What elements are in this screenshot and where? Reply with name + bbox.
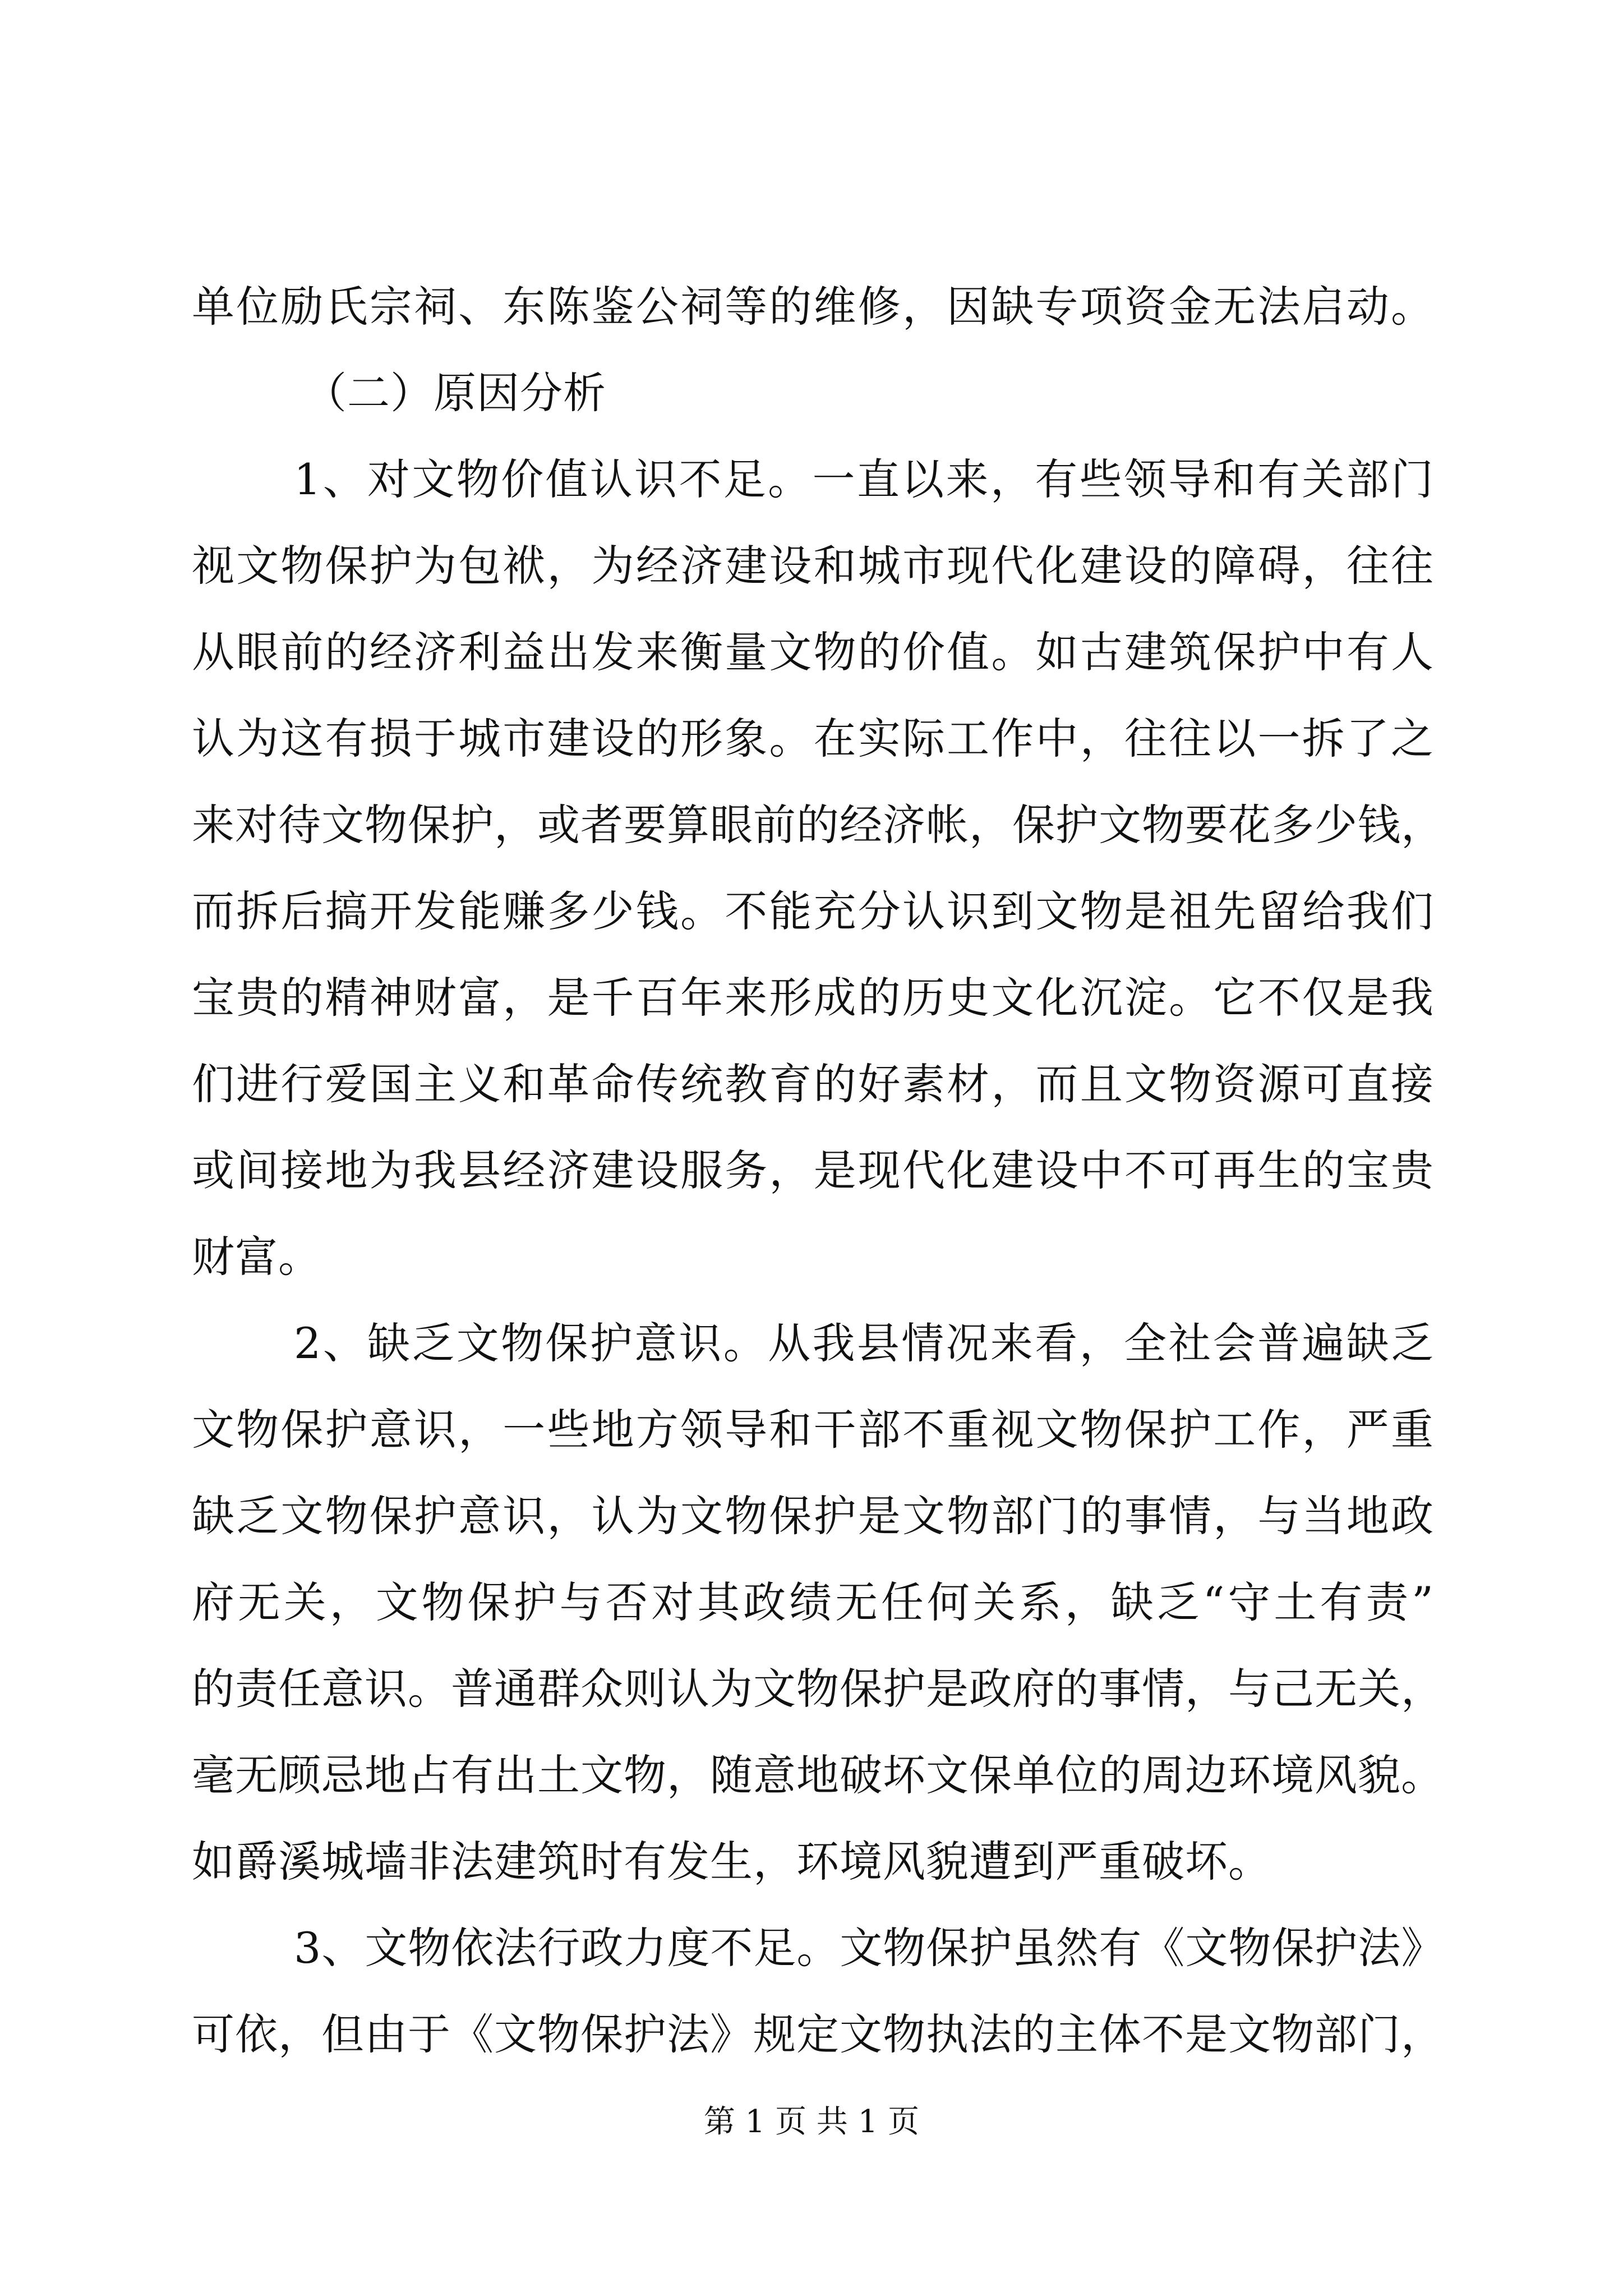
text-line: 的责任意识。普通群众则认为文物保护是政府的事情，与己无关，	[192, 1664, 1444, 1714]
text-line: 视文物保护为包袱，为经济建设和城市现代化建设的障碍，往往	[192, 541, 1434, 591]
text-line: 宝贵的精神财富，是千百年来形成的历史文化沉淀。它不仅是我	[192, 973, 1434, 1023]
paragraph-start-line: 3、文物依法行政力度不足。文物保护虽然有《文物保护法》	[294, 1923, 1445, 1973]
text-line: 而拆后搞开发能赚多少钱。不能充分认识到文物是祖先留给我们	[192, 886, 1434, 936]
text-line: 从眼前的经济利益出发来衡量文物的价值。如古建筑保护中有人	[192, 627, 1434, 677]
paragraph-start-line: 2、缺乏文物保护意识。从我县情况来看，全社会普遍缺乏	[294, 1318, 1434, 1368]
text-line: 可依，但由于《文物保护法》规定文物执法的主体不是文物部门，	[192, 2009, 1444, 2059]
paragraph-start-line: 1、对文物价值认识不足。一直以来，有些领导和有关部门	[294, 454, 1434, 504]
section-heading: （二）原因分析	[304, 368, 606, 418]
text-line: 府无关，文物保护与否对其政绩无任何关系，缺乏“守土有责”	[192, 1577, 1434, 1627]
text-line: 财富。	[192, 1232, 321, 1282]
text-line: 认为这有损于城市建设的形象。在实际工作中，往往以一拆了之	[192, 714, 1434, 763]
text-line: 如爵溪城墙非法建筑时有发生，环境风貌遭到严重破坏。	[192, 1837, 1271, 1887]
text-line: 来对待文物保护，或者要算眼前的经济帐，保护文物要花多少钱，	[192, 800, 1444, 850]
text-line: 缺乏文物保护意识，认为文物保护是文物部门的事情，与当地政	[192, 1491, 1434, 1541]
text-line: 单位励氏宗祠、东陈鉴公祠等的维修，因缺专项资金无法启动。	[192, 282, 1434, 332]
text-line: 们进行爱国主义和革命传统教育的好素材，而且文物资源可直接	[192, 1059, 1434, 1109]
page-number-footer: 第 1 页 共 1 页	[703, 2104, 920, 2140]
text-line: 或间接地为我县经济建设服务，是现代化建设中不可再生的宝贵	[192, 1145, 1434, 1195]
text-line: 毫无顾忌地占有出土文物，随意地破坏文保单位的周边环境风貌。	[192, 1750, 1444, 1800]
document-body	[192, 264, 1445, 2078]
text-line: 文物保护意识，一些地方领导和干部不重视文物保护工作，严重	[192, 1405, 1434, 1455]
